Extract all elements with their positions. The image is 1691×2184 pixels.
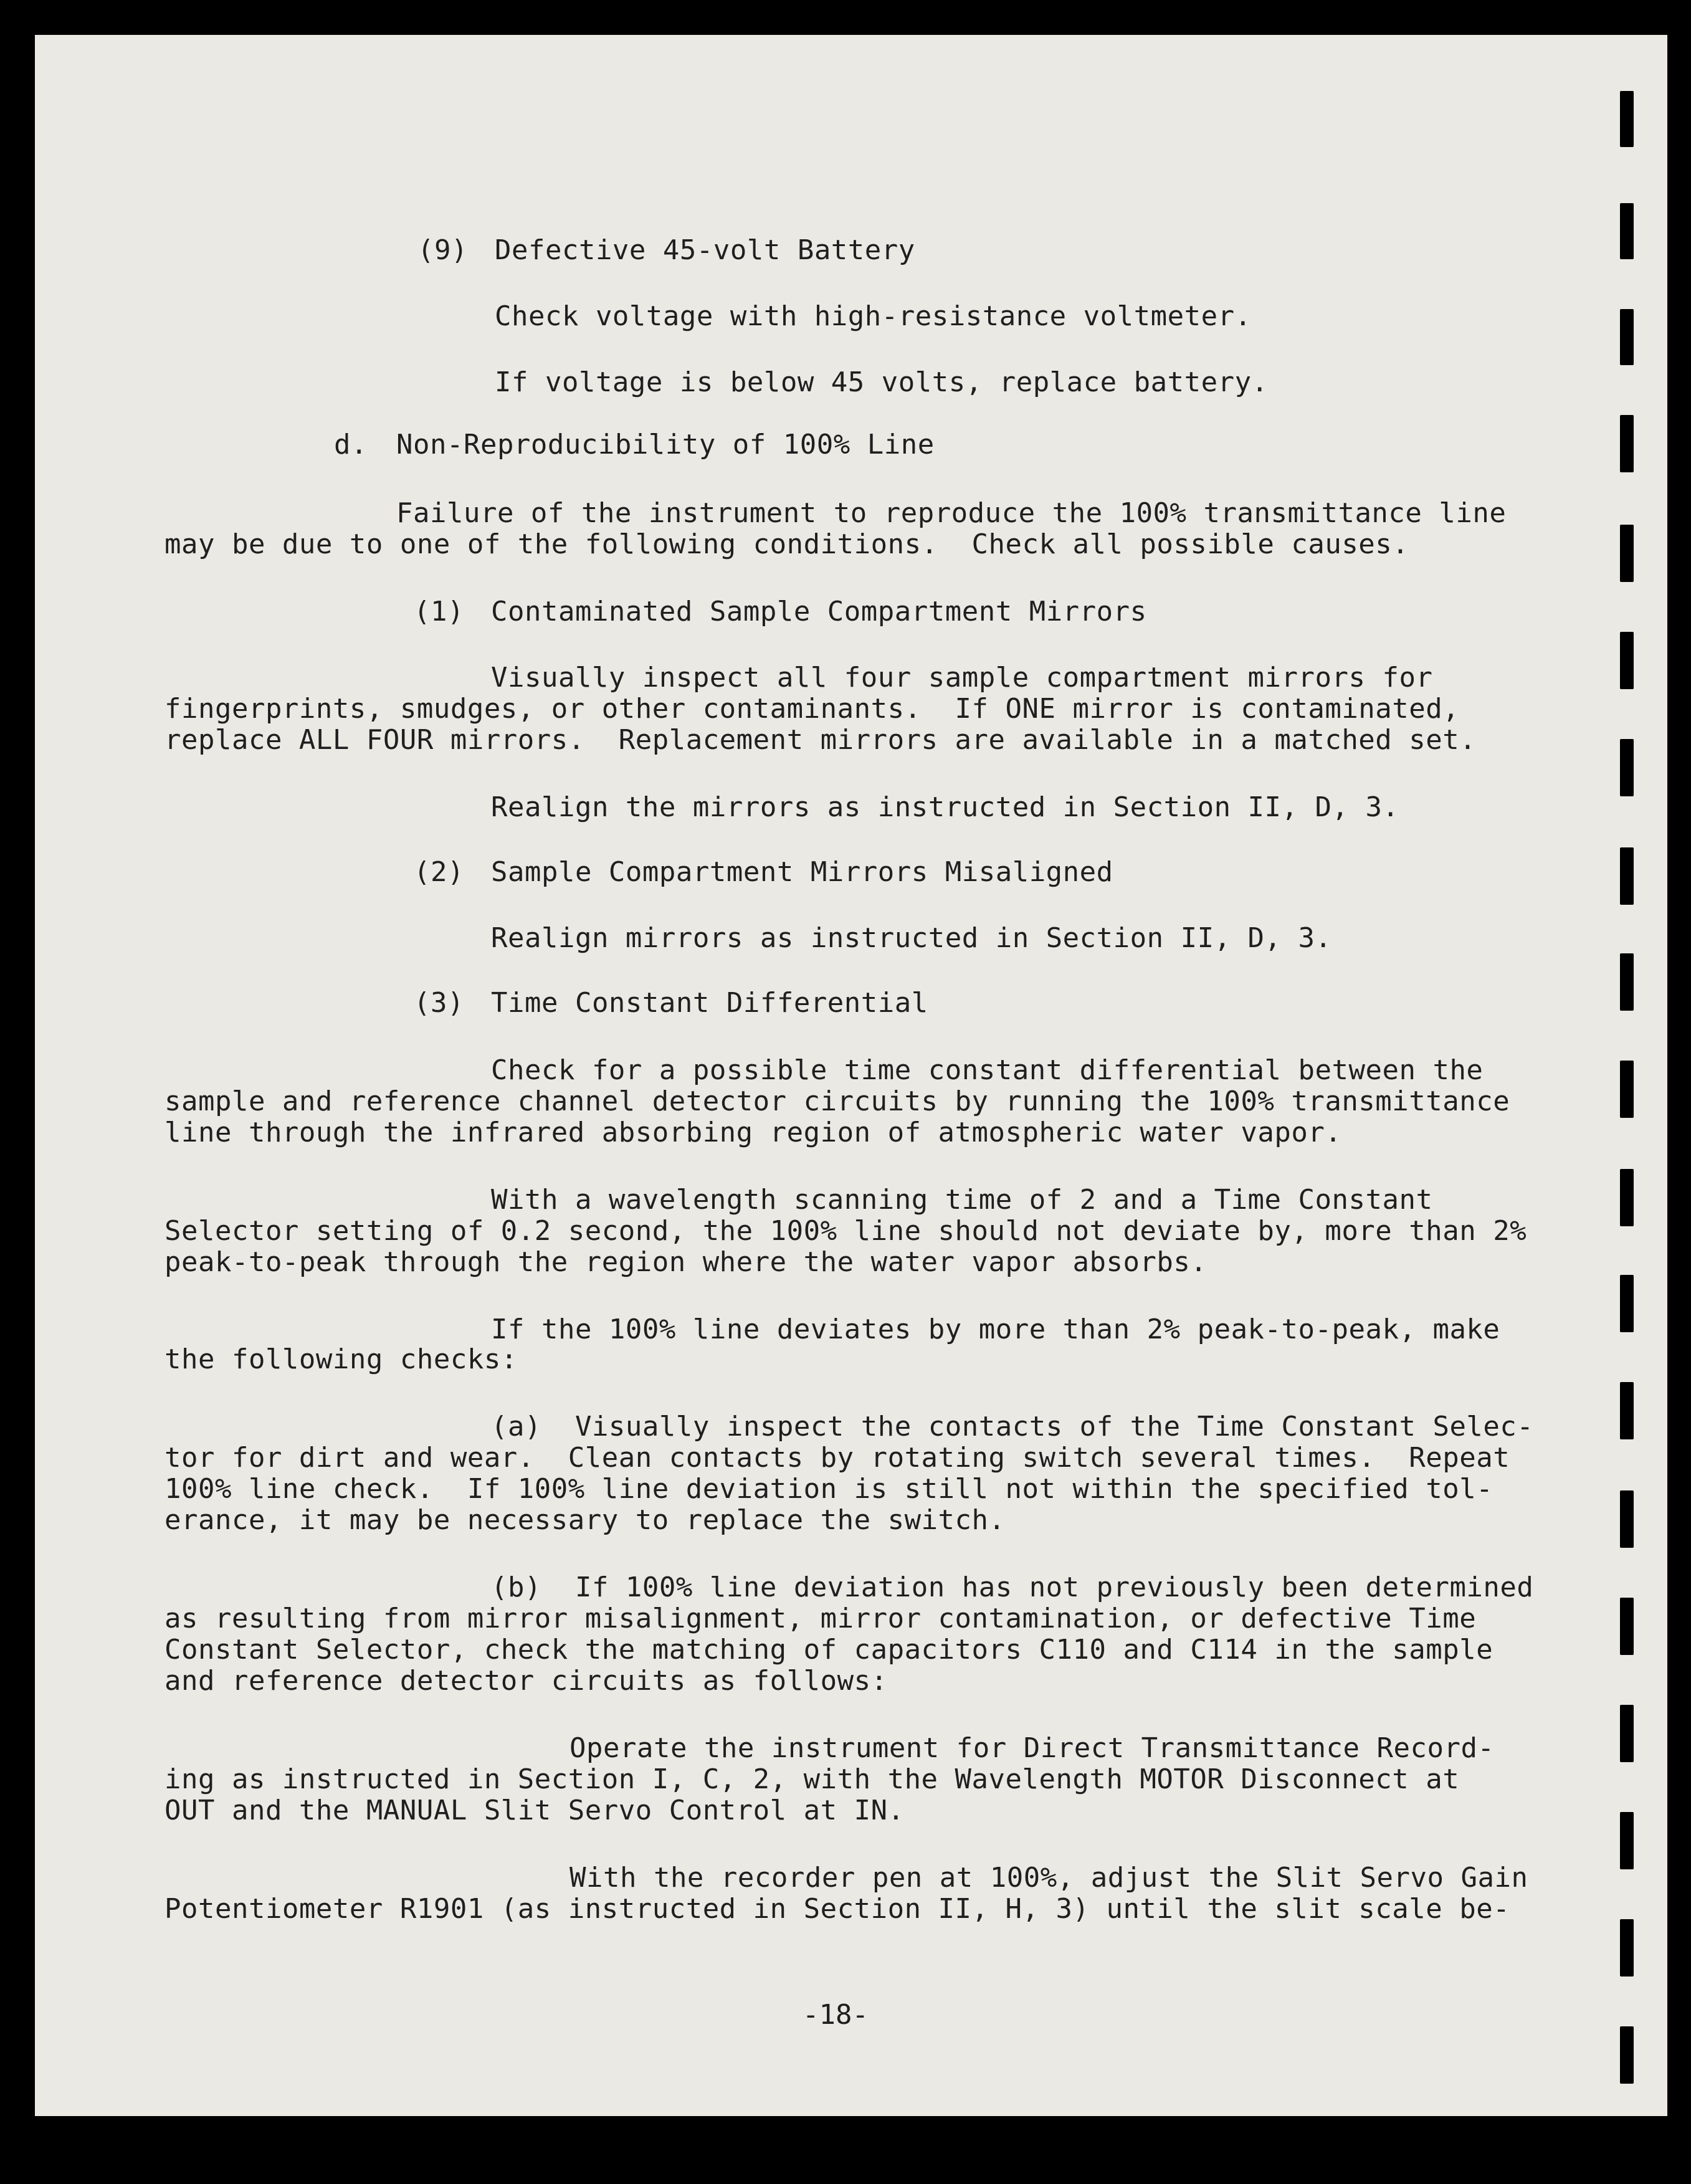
binder-mark <box>1620 847 1634 905</box>
binder-mark <box>1620 1919 1634 1977</box>
binder-mark <box>1620 1382 1634 1439</box>
binder-mark <box>1620 1812 1634 1869</box>
document-page <box>35 35 1667 2116</box>
item-3-p2-line-2: Selector setting of 0.2 second, the 100% line should not deviate by, more than 2% <box>164 1215 1527 1247</box>
item-2-heading: Sample Compartment Mirrors Misaligned <box>491 856 1113 888</box>
check-a-line-4: erance, it may be necessary to replace the switch. <box>164 1504 1006 1536</box>
binder-mark <box>1620 1275 1634 1332</box>
binder-mark <box>1620 1705 1634 1762</box>
check-b-line-4: and reference detector circuits as follows: <box>164 1665 888 1697</box>
item-3-p2-line-3: peak-to-peak through the region where the water vapor absorbs. <box>164 1246 1208 1278</box>
check-b-pen-line-1: With the recorder pen at 100%, adjust the Slit Servo Gain <box>569 1862 1528 1894</box>
item-2-number: (2) <box>414 856 464 888</box>
binder-mark <box>1620 203 1634 259</box>
binder-mark <box>1620 309 1634 365</box>
item-3-heading: Time Constant Differential <box>491 987 928 1019</box>
item-1-text-2: Realign the mirrors as instructed in Section II, D, 3. <box>491 791 1399 823</box>
item-9-text-2: If voltage is below 45 volts, replace battery. <box>495 366 1269 398</box>
check-a-line-1: (a) Visually inspect the contacts of the Time Constant Selec- <box>491 1411 1534 1442</box>
section-d-label: d. <box>334 429 368 460</box>
section-d-intro-line-2: may be due to one of the following conditions. Check all possible causes. <box>164 528 1409 560</box>
item-9-number: (9) <box>417 234 468 266</box>
binder-mark <box>1620 953 1634 1011</box>
check-b-line-1: (b) If 100% line deviation has not previously been determined <box>491 1571 1534 1603</box>
binder-mark <box>1620 1490 1634 1548</box>
item-3-p1-line-1: Check for a possible time constant differential between the <box>491 1054 1484 1086</box>
item-1-number: (1) <box>414 596 464 627</box>
check-b-operate-line-2: ing as instructed in Section I, C, 2, with the Wavelength MOTOR Disconnect at <box>164 1763 1460 1795</box>
check-a-line-3: 100% line check. If 100% line deviation is still not within the specified tol- <box>164 1473 1493 1505</box>
item-3-p3-line-2: the following checks: <box>164 1343 518 1375</box>
binder-mark <box>1620 1169 1634 1226</box>
binder-mark <box>1620 91 1634 147</box>
item-1-text-line-2: fingerprints, smudges, or other contaminants. If ONE mirror is contaminated, <box>164 693 1460 725</box>
item-2-text: Realign mirrors as instructed in Section II, D, 3. <box>491 922 1332 954</box>
item-3-p2-line-1: With a wavelength scanning time of 2 and a Time Constant <box>491 1184 1433 1216</box>
page-number: -18- <box>803 1999 869 2031</box>
binder-mark <box>1620 415 1634 472</box>
check-a-line-2: tor for dirt and wear. Clean contacts by rotating switch several times. Repeat <box>164 1442 1510 1474</box>
binder-mark <box>1620 739 1634 796</box>
item-1-text-line-3: replace ALL FOUR mirrors. Replacement mirrors are available in a matched set. <box>164 724 1477 756</box>
item-3-p1-line-3: line through the infrared absorbing region of atmospheric water vapor. <box>164 1117 1342 1148</box>
binder-mark <box>1620 525 1634 582</box>
item-3-p1-line-2: sample and reference channel detector circuits by running the 100% transmittance <box>164 1085 1510 1117</box>
binder-mark <box>1620 632 1634 689</box>
section-d-intro-line-1: Failure of the instrument to reproduce the 100% transmittance line <box>396 497 1507 529</box>
item-9-heading: Defective 45-volt Battery <box>495 234 915 266</box>
check-b-line-3: Constant Selector, check the matching of capacitors C110 and C114 in the sample <box>164 1634 1493 1666</box>
item-3-p3-line-1: If the 100% line deviates by more than 2% peak-to-peak, make <box>491 1314 1500 1345</box>
item-1-heading: Contaminated Sample Compartment Mirrors <box>491 596 1147 627</box>
check-b-operate-line-3: OUT and the MANUAL Slit Servo Control at IN. <box>164 1795 905 1826</box>
check-b-operate-line-1: Operate the instrument for Direct Transmittance Record- <box>569 1732 1495 1764</box>
section-d-heading: Non-Reproducibility of 100% Line <box>396 429 935 460</box>
binder-mark <box>1620 1061 1634 1118</box>
item-1-text-line-1: Visually inspect all four sample compartment mirrors for <box>491 662 1433 694</box>
item-3-number: (3) <box>414 987 464 1019</box>
check-b-pen-line-2: Potentiometer R1901 (as instructed in Section II, H, 3) until the slit scale be- <box>164 1893 1510 1925</box>
binder-mark <box>1620 2026 1634 2084</box>
item-9-text-1: Check voltage with high-resistance voltmeter. <box>495 300 1252 332</box>
check-b-line-2: as resulting from mirror misalignment, mirror contamination, or defective Time <box>164 1603 1477 1634</box>
binder-mark <box>1620 1598 1634 1655</box>
